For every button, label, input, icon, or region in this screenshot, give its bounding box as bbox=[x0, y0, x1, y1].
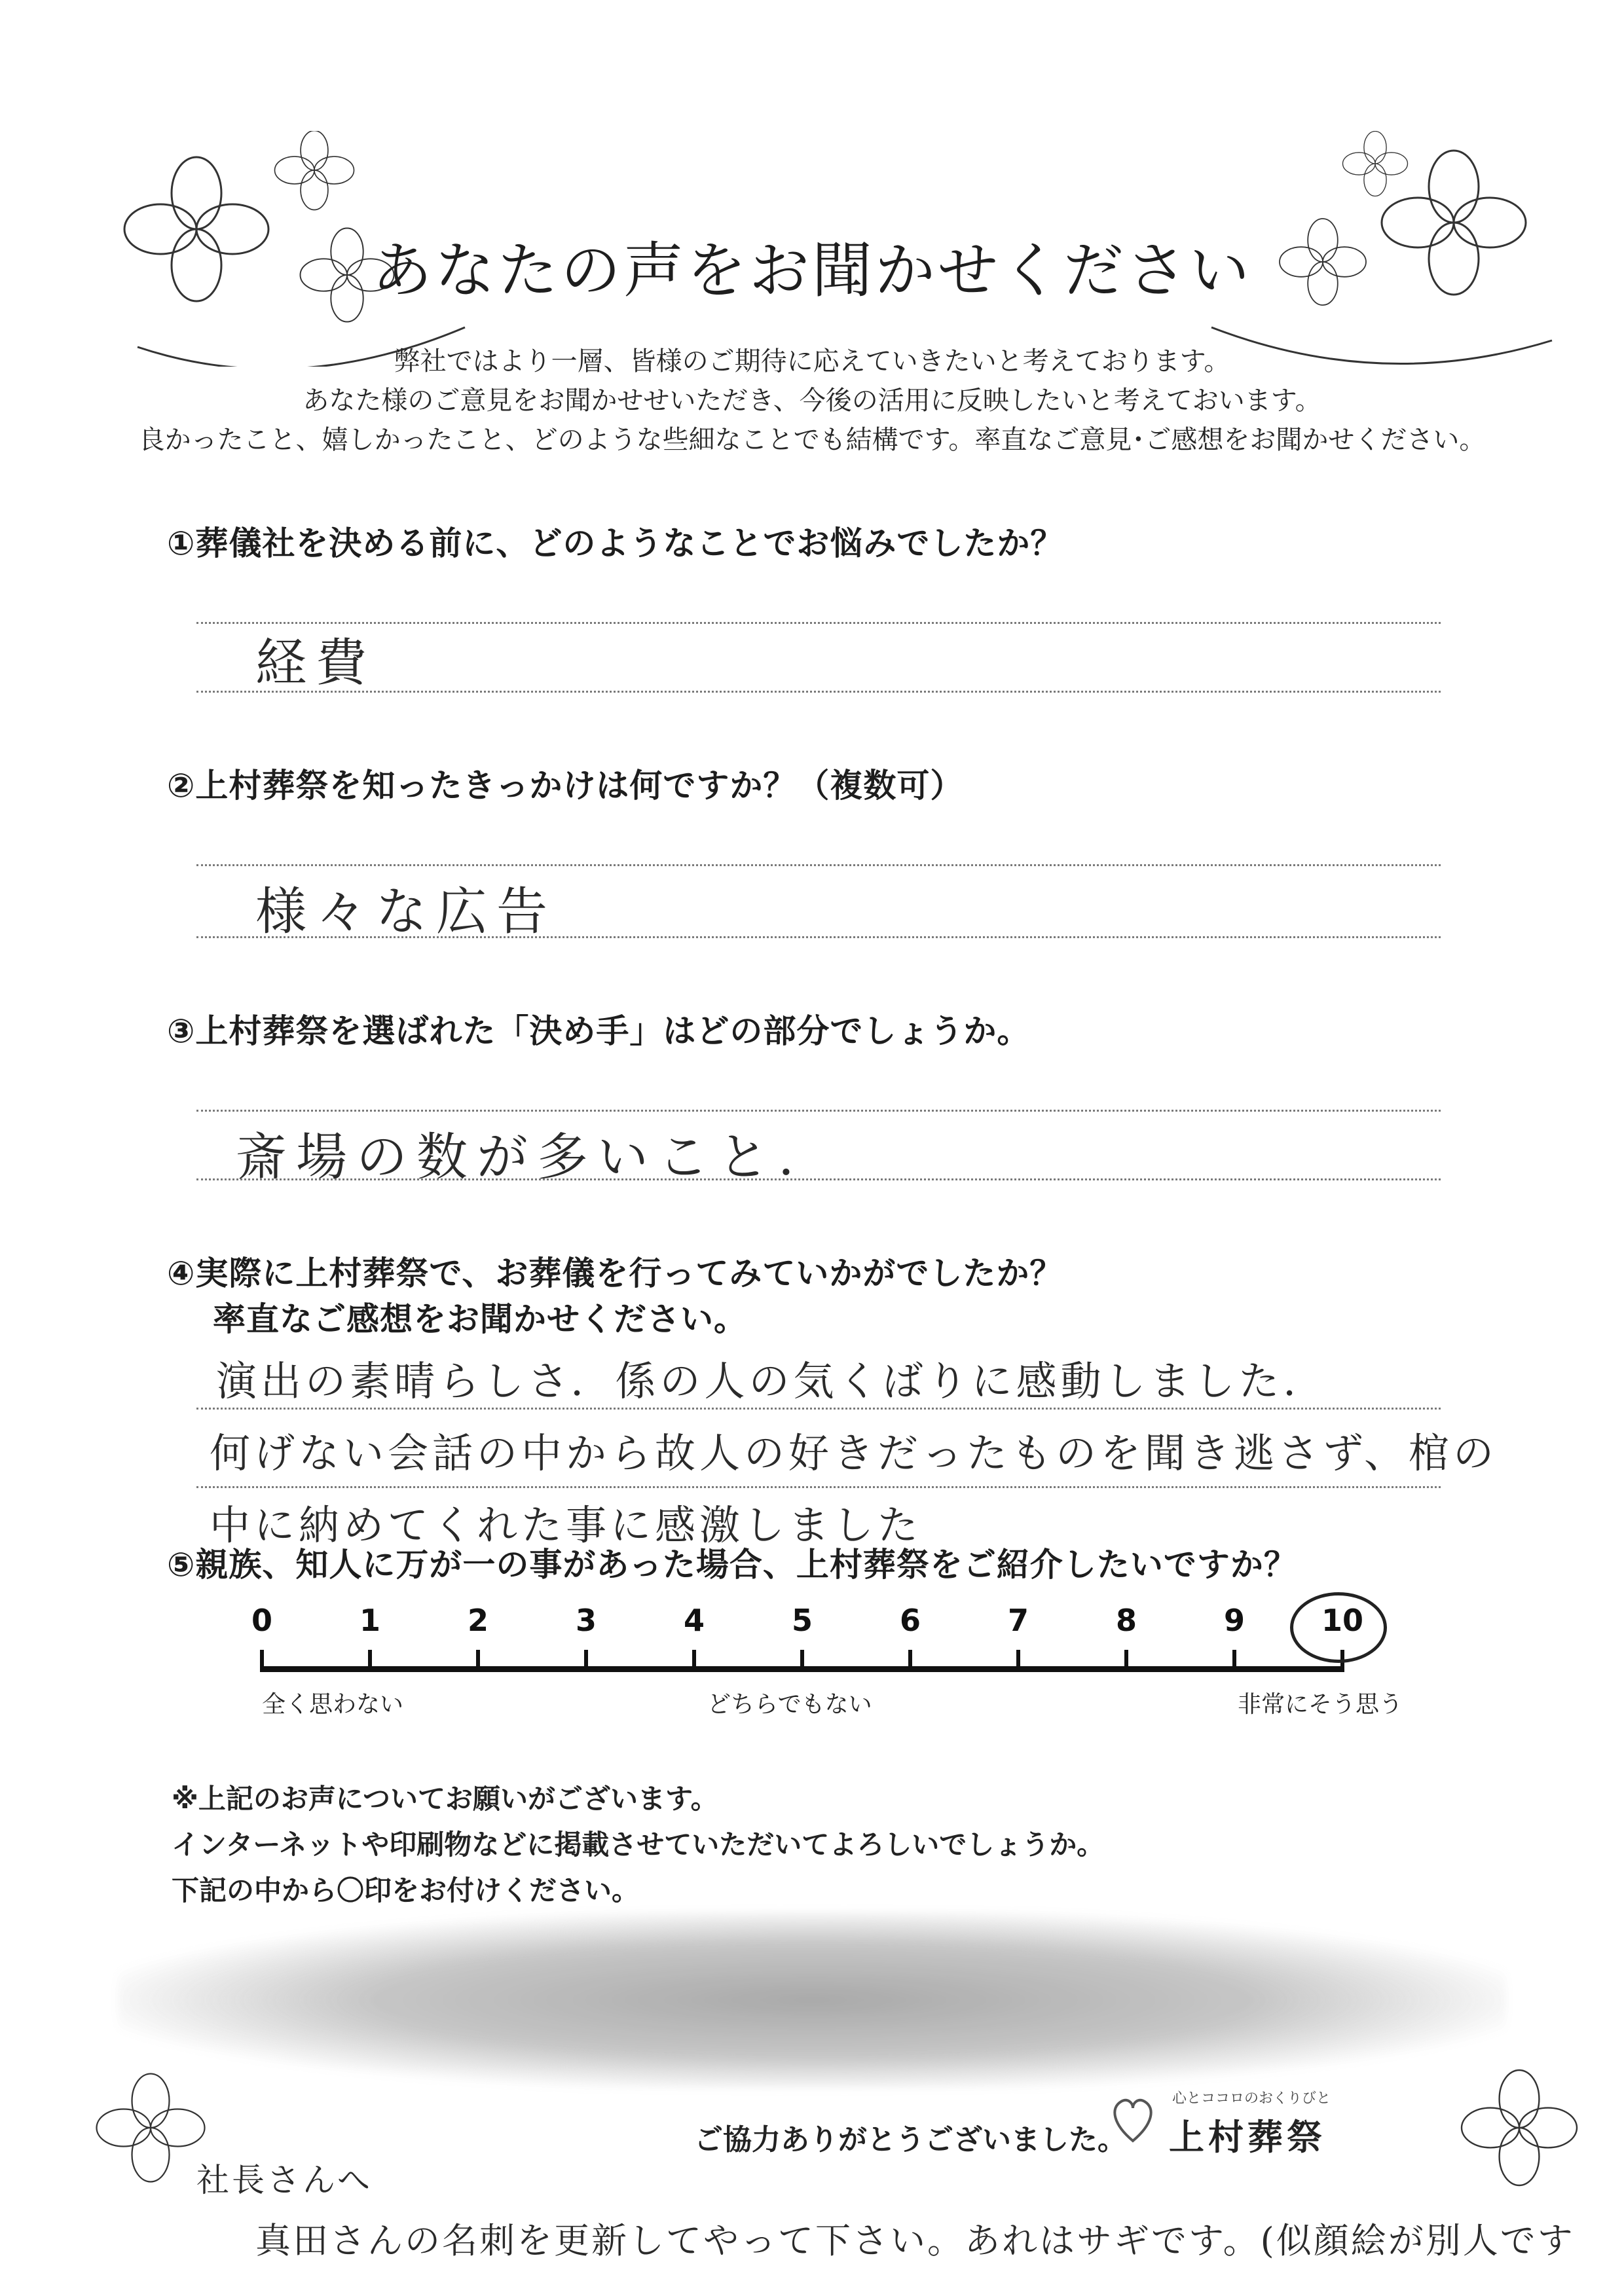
postscript-body: 真田さんの名刺を更新してやって下さい。あれはサギです。(似顔絵が別人です bbox=[255, 2220, 1575, 2261]
scale-number-10: 10 bbox=[1321, 1603, 1363, 1638]
scale-number-2: 2 bbox=[467, 1603, 489, 1638]
scale-tick-4 bbox=[692, 1650, 696, 1672]
notice-line-1: ※上記のお声についてお願いがございます。 bbox=[172, 1783, 718, 1815]
answer-1-line-a bbox=[196, 622, 1441, 624]
redacted-area bbox=[118, 1912, 1506, 2088]
scale-label-high: 非常にそう思う bbox=[1238, 1691, 1403, 1718]
answer-3-line-b bbox=[196, 1178, 1441, 1180]
scale-number-3: 3 bbox=[575, 1603, 597, 1638]
intro-line-3: 良かったこと、嬉しかったこと、どのような些細なことでも結構です。率直なご意見･ご感想をお聞かせください。 bbox=[138, 425, 1486, 455]
logo-tagline: 心とココロのおくりびと bbox=[1172, 2090, 1331, 2107]
answer-4-line-3: 中に納めてくれた事に感激しました bbox=[210, 1501, 923, 1549]
answer-3: 斎場の数が多いこと. bbox=[236, 1128, 803, 1187]
scale-tick-6 bbox=[908, 1650, 912, 1672]
selected-rating-circle bbox=[1290, 1592, 1387, 1663]
scale-number-7: 7 bbox=[1007, 1603, 1029, 1638]
answer-4-line-2: 何げない会話の中から故人の好きだったものを聞き逃さず、棺の bbox=[210, 1429, 1498, 1477]
scale-number-9: 9 bbox=[1223, 1603, 1245, 1638]
scale-tick-7 bbox=[1016, 1650, 1020, 1672]
answer-3-line-a bbox=[196, 1110, 1441, 1112]
scale-tick-2 bbox=[476, 1650, 480, 1672]
scale-number-6: 6 bbox=[899, 1603, 921, 1638]
logo-name: 上村葬祭 bbox=[1169, 2117, 1326, 2158]
heart-logo-icon bbox=[1107, 2088, 1159, 2147]
intro-line-2: あなた様のご意見をお聞かせせいただき、今後の活用に反映したいと考えておいます。 bbox=[303, 386, 1321, 416]
answer-4-line-1: 演出の素晴らしさ．係の人の気くばりに感動しました． bbox=[216, 1357, 1328, 1405]
scale-tick-0 bbox=[260, 1650, 264, 1672]
scale-label-mid: どちらでもない bbox=[707, 1691, 872, 1718]
answer-4-line-b bbox=[196, 1486, 1441, 1488]
question-1: ①葬儀社を決める前に、どのようなことでお悩みでしたか？ bbox=[167, 524, 1064, 562]
scale-number-8: 8 bbox=[1115, 1603, 1137, 1638]
intro-line-1: 弊社ではより一層、皆様のご期待に応えていきたいと考えております。 bbox=[394, 346, 1230, 376]
thanks-message: ご協力ありがとうございました。 bbox=[694, 2123, 1126, 2157]
scale-label-low: 全く思わない bbox=[262, 1691, 404, 1718]
answer-2-line-b bbox=[196, 936, 1441, 938]
scale-tick-9 bbox=[1232, 1650, 1236, 1672]
question-3: ③上村葬祭を選ばれた「決め手」はどの部分でしょうか。 bbox=[167, 1012, 1031, 1050]
scale-number-5: 5 bbox=[791, 1603, 813, 1638]
question-2: ②上村葬祭を知ったきっかけは何ですか？（複数可） bbox=[167, 767, 964, 805]
scale-number-0: 0 bbox=[251, 1603, 272, 1638]
scale-tick-3 bbox=[584, 1650, 588, 1672]
question-4: ④実際に上村葬祭で、お葬儀を行ってみていかがでしたか？ bbox=[167, 1254, 1063, 1292]
scale-number-1: 1 bbox=[359, 1603, 380, 1638]
page-title: あなたの声をお聞かせください bbox=[371, 236, 1252, 306]
postscript-heading: 社長さんへ bbox=[196, 2161, 373, 2199]
scale-tick-5 bbox=[800, 1650, 804, 1672]
question-4-sub: 率直なご感想をお聞かせください。 bbox=[213, 1300, 747, 1338]
scale-tick-1 bbox=[368, 1650, 372, 1672]
notice-line-2: インターネットや印刷物などに掲載させていただいてよろしいでしょうか。 bbox=[172, 1829, 1105, 1861]
answer-2-line-a bbox=[196, 864, 1441, 866]
question-5: ⑤親族、知人に万が一の事があった場合、上村葬祭をご紹介したいですか？ bbox=[167, 1546, 1297, 1584]
scale-number-4: 4 bbox=[683, 1603, 705, 1638]
answer-2: 様々な広告 bbox=[255, 883, 557, 941]
notice-line-3: 下記の中から〇印をお付けください。 bbox=[172, 1874, 640, 1906]
answer-4-line-a bbox=[196, 1408, 1441, 1410]
answer-1: 経費 bbox=[255, 634, 377, 693]
answer-1-line-b bbox=[196, 691, 1441, 693]
scale-tick-8 bbox=[1124, 1650, 1128, 1672]
